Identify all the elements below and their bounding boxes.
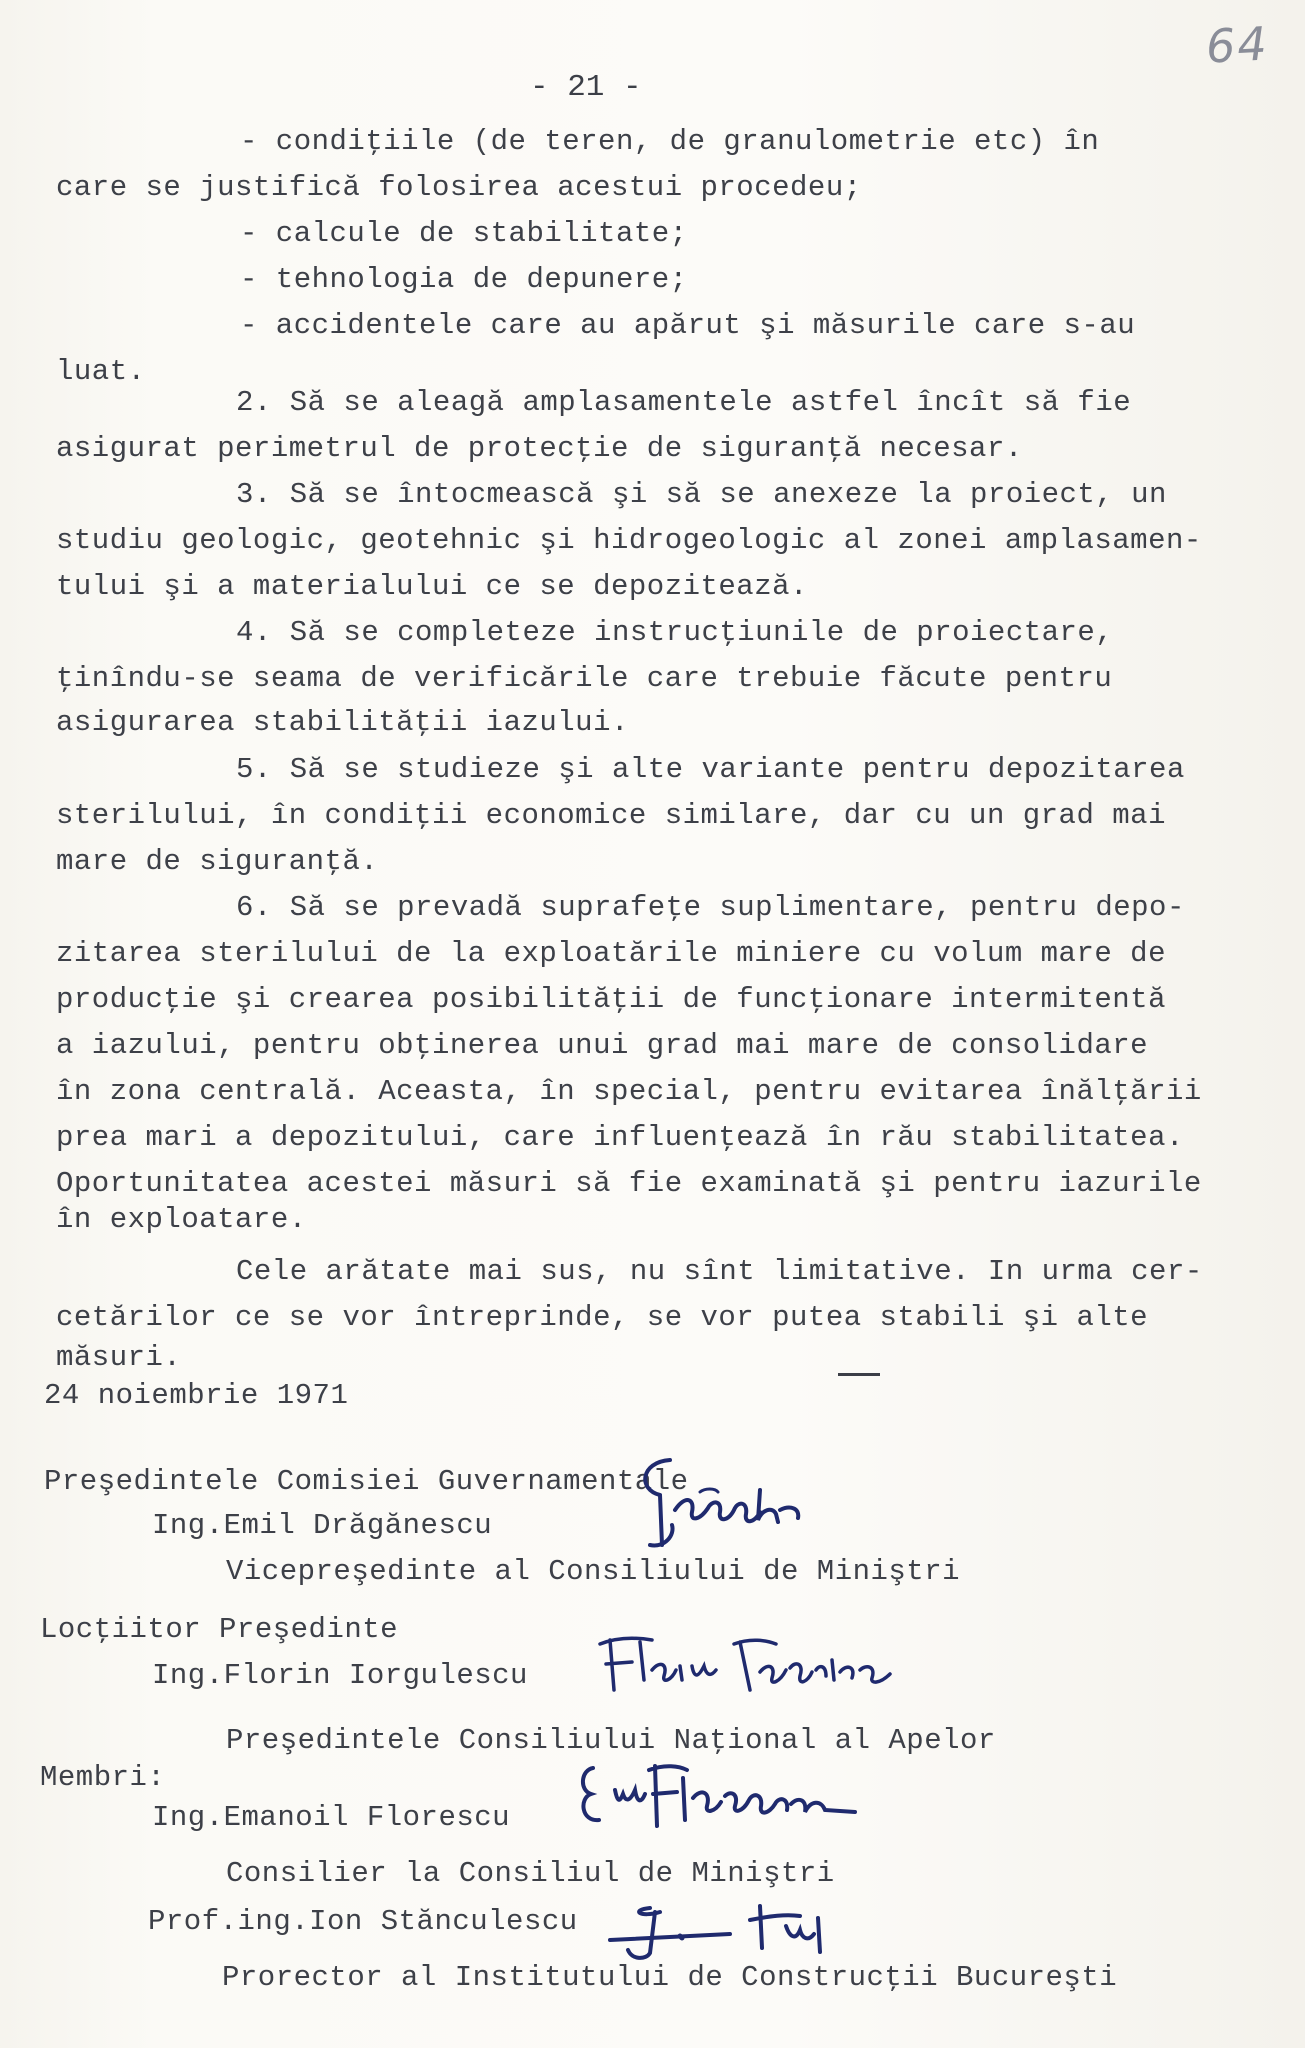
body-line: producţie şi crearea posibilităţii de funcţionare intermitentă xyxy=(56,983,1166,1016)
body-line: sterilului, în condiţii economice similare, dar cu un grad mai xyxy=(56,799,1166,832)
president-heading: Preşedintele Comisiei Guvernamentale xyxy=(44,1465,689,1498)
body-line: studiu geologic, geotehnic şi hidrogeologic al zonei amplasamen- xyxy=(56,524,1202,557)
body-line: ţinîndu-se seama de verificările care trebuie făcute pentru xyxy=(56,662,1113,695)
deputy-signature xyxy=(600,1630,900,1714)
body-line: care se justifică folosirea acestui procedeu; xyxy=(56,171,862,204)
body-line: 3. Să se întocmească şi să se anexeze la proiect, un xyxy=(236,478,1167,511)
body-line: 4. Să se completeze instrucţiunile de proiectare, xyxy=(236,616,1114,649)
body-line: asigurat perimetrul de protecţie de siguranţă necesar. xyxy=(56,432,1023,465)
body-line: 6. Să se prevadă suprafeţe suplimentare, pentru depo- xyxy=(236,891,1185,924)
body-line: cetărilor ce se vor întreprinde, se vor putea stabili şi alte xyxy=(56,1301,1149,1334)
page-number: - 21 - xyxy=(530,70,642,105)
deputy-title: Preşedintele Consiliului Naţional al Apelor xyxy=(226,1724,996,1757)
body-line: prea mari a depozitului, care influenţează în rău stabilitatea. xyxy=(56,1121,1184,1154)
member1-name: Ing.Emanoil Florescu xyxy=(152,1801,511,1834)
body-line: mare de siguranţă. xyxy=(56,845,379,878)
document-date: 24 noiembrie 1971 xyxy=(44,1379,349,1412)
body-line: în zona centrală. Aceasta, în special, pentru evitarea înălţării xyxy=(56,1075,1202,1108)
separator-dash xyxy=(838,1373,880,1376)
body-line: - calcule de stabilitate; xyxy=(240,217,688,250)
body-line: 2. Să se aleagă amplasamentele astfel încît să fie xyxy=(236,386,1132,419)
president-name: Ing.Emil Drăgănescu xyxy=(152,1509,493,1542)
body-line: zitarea sterilului de la exploatările miniere cu volum mare de xyxy=(56,937,1166,970)
members-heading: Membri: xyxy=(40,1761,166,1794)
body-line: tului şi a materialului ce se depozitează. xyxy=(56,570,808,603)
body-line: - tehnologia de depunere; xyxy=(240,263,688,296)
president-signature xyxy=(630,1450,830,1564)
body-line: - condiţiile (de teren, de granulometrie etc) în xyxy=(240,125,1100,158)
body-line: luat. xyxy=(56,355,146,388)
body-line: Oportunitatea acestei măsuri să fie examinată şi pentru iazurile xyxy=(56,1167,1202,1200)
member2-signature xyxy=(610,1898,860,1972)
body-line: a iazului, pentru obţinerea unui grad mai mare de consolidare xyxy=(56,1029,1149,1062)
body-line: - accidentele care au apărut şi măsurile care s-au xyxy=(240,309,1136,342)
member1-signature xyxy=(575,1760,875,1844)
deputy-name: Ing.Florin Iorgulescu xyxy=(152,1659,528,1692)
body-line: Cele arătate mai sus, nu sînt limitative. In urma cer- xyxy=(236,1255,1203,1288)
member2-title: Prorector al Institutului de Construcţii Bucureşti xyxy=(222,1961,1118,1994)
member1-title: Consilier la Consiliul de Miniştri xyxy=(226,1857,835,1890)
folio-number: 64 xyxy=(1204,16,1270,74)
body-line: asigurarea stabilităţii iazului. xyxy=(56,706,629,739)
member2-name: Prof.ing.Ion Stănculescu xyxy=(148,1905,578,1938)
body-line: în exploatare. xyxy=(56,1203,307,1236)
body-line: 5. Să se studieze şi alte variante pentru depozitarea xyxy=(236,753,1185,786)
body-line: măsuri. xyxy=(56,1341,182,1374)
president-title: Vicepreşedinte al Consiliului de Miniştri xyxy=(226,1555,961,1588)
deputy-heading: Locţiitor Preşedinte xyxy=(40,1613,399,1646)
